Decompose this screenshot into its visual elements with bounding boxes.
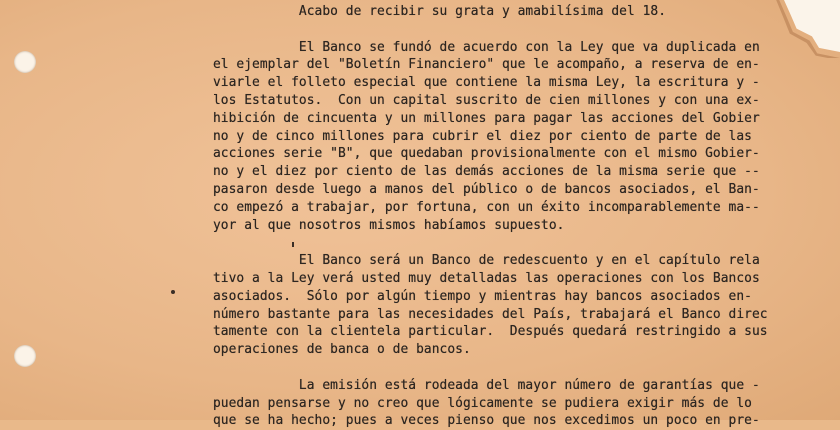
text-line: viarle el folleto especial que contiene la misma Ley, la escritura y - xyxy=(213,75,760,91)
text-line: yor al que nosotros mismos habíamos supuesto. xyxy=(213,217,565,233)
text-line: tivo a la Ley verá usted muy detalladas las operaciones con los Bancos xyxy=(213,270,760,286)
text-line: El Banco será un Banco de redescuento y en el capítulo rela xyxy=(213,253,760,269)
punch-hole-top xyxy=(14,51,36,73)
ink-dot xyxy=(171,290,175,294)
text-line: número bastante para las necesidades del País, trabajará el Banco direc xyxy=(213,306,768,322)
text-line: Acabo de recibir su grata y amabilísima del 18. xyxy=(213,4,667,19)
text-line: no y de cinco millones para cubrir el diez por ciento de parte de las xyxy=(213,128,752,144)
text-line: acciones serie "B", que quedaban provisionalmente con el mismo Gobier- xyxy=(213,146,760,162)
text-line: asociados. Sólo por algún tiempo y mientras hay bancos asociados en- xyxy=(213,288,752,304)
typewritten-letter-body xyxy=(213,3,833,430)
text-line: operaciones de banca o de bancos. xyxy=(213,342,471,358)
punch-hole-bottom xyxy=(14,345,36,367)
text-line: no y el diez por ciento de las demás acciones de la misma serie que -- xyxy=(213,164,760,180)
text-line: que se ha hecho; pues a veces pienso que nos excedimos un poco en pre- xyxy=(213,413,760,429)
text-line: tamente con la clientela particular. Después quedará restringido a sus xyxy=(213,324,768,340)
text-line: los Estatutos. Con un capital suscrito de cien millones y con una ex- xyxy=(213,92,760,108)
text-line: hibición de cincuenta y un millones para pagar las acciones del Gobier xyxy=(213,110,760,126)
text-line: co empezó a trabajar, por fortuna, con un éxito incomparablemente ma-- xyxy=(213,199,760,215)
text-line: puedan pensarse y no creo que lógicamente se pudiera exigir más de lo xyxy=(213,395,752,411)
paragraph-spacer xyxy=(213,21,833,39)
text-line: La emisión está rodeada del mayor número de garantías que - xyxy=(213,377,760,393)
text-line: el ejemplar del "Boletín Financiero" que le acompaño, a reserva de en- xyxy=(213,57,760,73)
paragraph-spacer xyxy=(213,234,833,252)
text-line: El Banco se fundó de acuerdo con la Ley que va duplicada en xyxy=(213,39,760,55)
paragraph-spacer xyxy=(213,359,833,377)
text-line: pasaron desde luego a manos del público o de bancos asociados, el Ban- xyxy=(213,181,760,197)
